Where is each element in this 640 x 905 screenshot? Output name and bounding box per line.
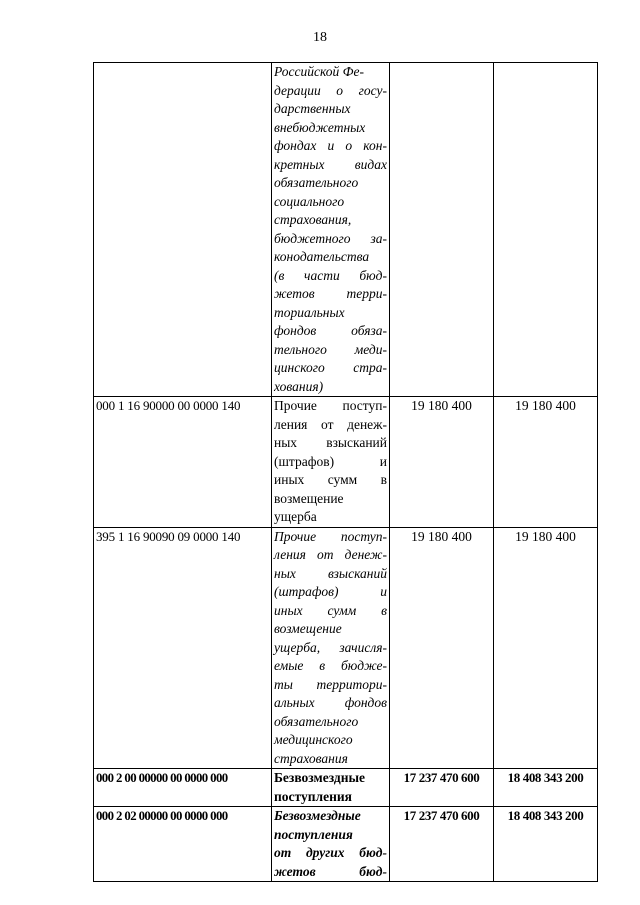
item-name-line: ления от денеж-: [274, 547, 387, 562]
item-name-line: жетов бюд-: [274, 863, 387, 879]
item-name-line: фондах и о кон-: [274, 138, 387, 153]
item-name-line: (штрафов) и: [274, 453, 387, 469]
item-name-line: ущерба, зачисля-: [274, 639, 387, 655]
item-name-line: (штрафов) и: [274, 584, 387, 599]
amount-first-year-cell: [390, 63, 494, 397]
item-name-line: ущерба: [274, 509, 317, 524]
item-name-cell: [272, 63, 390, 397]
budget-code-cell: 000 2 02 00000 00 0000 000: [94, 807, 272, 882]
amount-second-year-cell: 19 180 400: [494, 527, 598, 769]
item-name-line: кретных видах: [274, 156, 387, 172]
item-name-line: возмещение: [274, 621, 342, 636]
item-name-line: страхования: [274, 750, 348, 766]
table-row: [94, 807, 598, 882]
item-name-line: Прочие поступ-: [274, 528, 387, 544]
item-name-line: бюджетного за-: [274, 230, 387, 246]
item-name-line: Безвозмездные: [274, 808, 361, 823]
page-number: 18: [313, 30, 327, 45]
item-name-line: возмещение: [274, 490, 344, 506]
item-name-line: хования): [274, 378, 324, 394]
budget-table: [93, 62, 598, 882]
amount-second-year-cell: 18 408 343 200: [494, 769, 598, 807]
amount-first-year-cell: 17 237 470 600: [390, 807, 494, 882]
item-name-line: внебюджетных: [274, 119, 366, 135]
amount-first-year-cell: 19 180 400: [390, 527, 494, 769]
item-name-line: страхования,: [274, 212, 352, 227]
table-body: [94, 63, 598, 882]
item-name-line: Прочие поступ-: [274, 398, 387, 413]
item-name-line: тельного меди-: [274, 341, 387, 357]
item-name-line: медицинского: [274, 732, 353, 747]
item-name-line: цинского стра-: [274, 360, 387, 375]
table-row: [94, 397, 598, 528]
item-name-line: поступления: [274, 788, 352, 804]
table-row: [94, 527, 598, 769]
item-name-line: фондов обяза-: [274, 323, 387, 338]
amount-second-year-cell: [494, 63, 598, 397]
item-name-line: ления от денеж-: [274, 416, 387, 432]
amount-second-year-cell: 18 408 343 200: [494, 807, 598, 882]
budget-code-cell: 395 1 16 90090 09 0000 140: [94, 527, 272, 769]
budget-code-cell: [94, 63, 272, 397]
amount-first-year-cell: 17 237 470 600: [390, 769, 494, 807]
item-name-cell: [272, 807, 390, 882]
item-name-line: альных фондов: [274, 695, 387, 710]
item-name-cell: [272, 769, 390, 807]
item-name-line: обязательного: [274, 175, 359, 190]
table-row: [94, 769, 598, 807]
item-name-line: Безвозмездные: [274, 770, 366, 785]
amount-second-year-cell: 19 180 400: [494, 397, 598, 528]
item-name-line: дарственных: [274, 101, 351, 116]
item-name-line: иных сумм в: [274, 602, 387, 618]
item-name-line: Российской Фе-: [274, 64, 365, 79]
item-name-line: поступления: [274, 826, 353, 842]
item-name-line: жетов терри-: [274, 286, 387, 301]
item-name-line: ных взысканий: [274, 435, 387, 450]
item-name-line: от других бюд-: [274, 845, 387, 860]
item-name-line: ты территори-: [274, 676, 387, 692]
item-name-line: емые в бюдже-: [274, 658, 387, 673]
item-name-line: конодательства: [274, 249, 370, 264]
item-name-line: ториальных: [274, 304, 345, 320]
item-name-cell: [272, 397, 390, 528]
item-name-line: ных взысканий: [274, 565, 387, 581]
item-name-line: дерации о госу-: [274, 82, 387, 98]
item-name-cell: [272, 527, 390, 769]
budget-code-cell: 000 2 00 00000 00 0000 000: [94, 769, 272, 807]
item-name-line: иных сумм в: [274, 472, 387, 487]
item-name-line: социального: [274, 193, 345, 209]
item-name-line: обязательного: [274, 713, 359, 729]
amount-first-year-cell: 19 180 400: [390, 397, 494, 528]
budget-code-cell: 000 1 16 90000 00 0000 140: [94, 397, 272, 528]
item-name-line: (в части бюд-: [274, 267, 387, 283]
table-row: [94, 63, 598, 397]
